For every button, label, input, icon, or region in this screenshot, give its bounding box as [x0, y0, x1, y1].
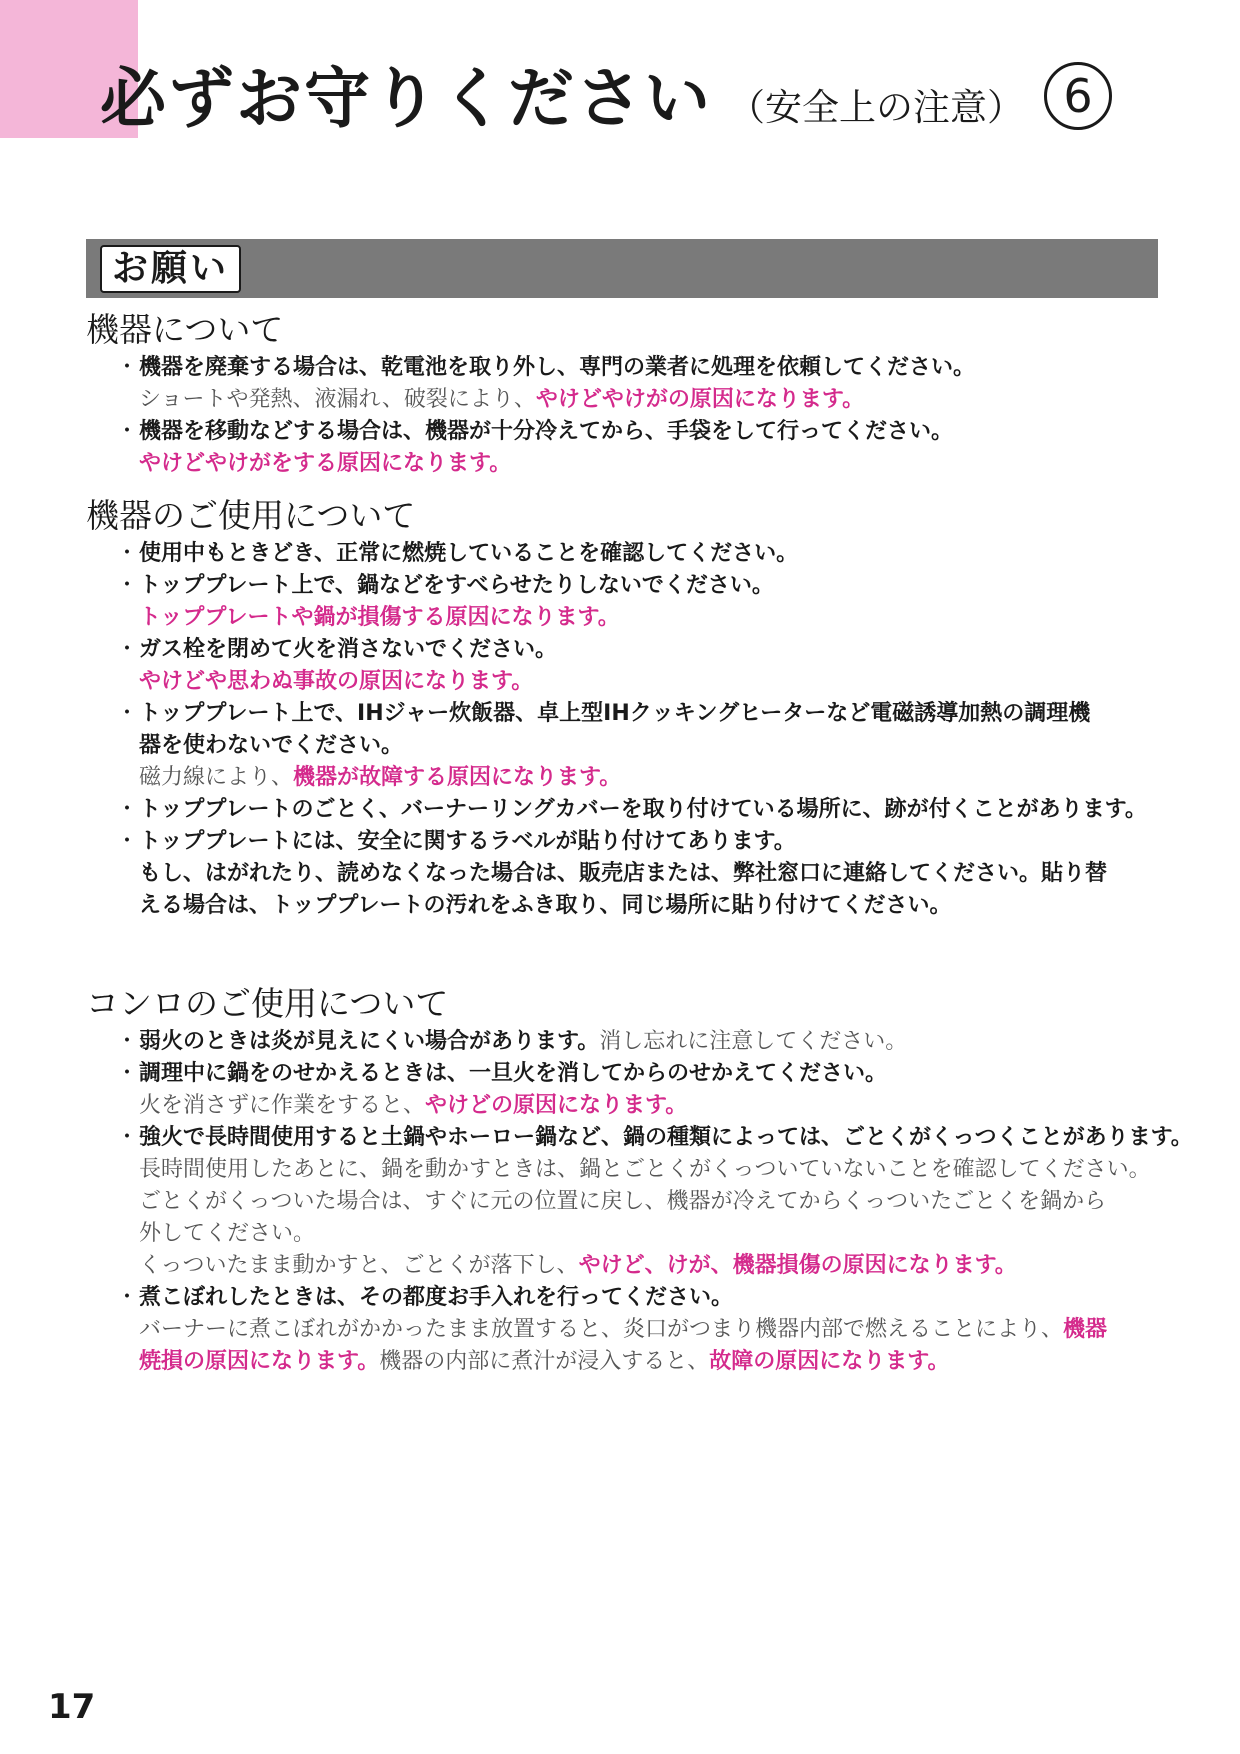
note-text: ごとくがくっついた場合は、すぐに元の位置に戻し、機器が冷えてからくっついたごとくを鍋から — [139, 1189, 1107, 1214]
content — [86, 310, 1193, 1378]
text-line — [139, 794, 1160, 826]
list-item — [86, 416, 1160, 480]
bullet-list — [86, 1026, 1193, 1378]
page-title-sub: （安全上の注意） — [728, 86, 1024, 129]
note-text: 磁力線により、 — [139, 765, 294, 790]
text-line — [139, 1186, 1160, 1218]
page-title — [100, 60, 1112, 137]
note-text: 長時間使用したあとに、鍋を動かすときは、鍋とごとくがくっついていないことを確認してください。 — [139, 1157, 1151, 1182]
text-line — [139, 384, 1160, 416]
text-line — [139, 1282, 1160, 1314]
list-item — [86, 794, 1160, 826]
bullet-list — [86, 538, 1160, 922]
note-text: ショートや発熱、液漏れ、破裂により、 — [139, 387, 536, 412]
note-text: 外してください。 — [139, 1221, 316, 1246]
instruction-text: 弱火のときは炎が見えにくい場合があります。 — [139, 1029, 600, 1054]
instruction-text: 使用中もときどき、正常に燃焼していることを確認してください。 — [139, 541, 799, 566]
instruction-text: 器を使わないでください。 — [139, 733, 404, 758]
warning-text: やけどの原因になります。 — [425, 1093, 688, 1118]
instruction-text: 調理中に鍋をのせかえるときは、一旦火を消してからのせかえてください。 — [139, 1061, 888, 1086]
text-line — [139, 1090, 1160, 1122]
warning-text: やけどやけがの原因になります。 — [535, 387, 865, 412]
text-line — [139, 1122, 1193, 1154]
text-line — [139, 1058, 1160, 1090]
instruction-text: える場合は、トッププレートの汚れをふき取り、同じ場所に貼り付けてください。 — [139, 893, 952, 918]
text-line — [139, 666, 1160, 698]
text-line — [139, 698, 1160, 730]
list-item — [86, 634, 1160, 698]
text-line — [139, 416, 1160, 448]
text-line — [139, 634, 1160, 666]
instruction-text: トッププレートには、安全に関するラベルが貼り付けてあります。 — [139, 829, 796, 854]
band-label: お願い — [100, 245, 241, 293]
warning-text: やけどや思わぬ事故の原因になります。 — [139, 669, 534, 694]
list-item — [86, 570, 1160, 634]
text-line — [139, 1026, 1160, 1058]
list-item — [86, 1058, 1160, 1122]
section — [86, 496, 1160, 922]
warning-text: 機器が故障する原因になります。 — [293, 765, 622, 790]
instruction-text: 機器を廃棄する場合は、乾電池を取り外し、専門の業者に処理を依頼してください。 — [139, 355, 976, 380]
section-band — [86, 239, 1158, 298]
text-line — [139, 1314, 1160, 1346]
text-line — [139, 762, 1160, 794]
instruction-text: ガス栓を閉めて火を消さないでください。 — [139, 637, 558, 662]
text-line — [139, 890, 1160, 922]
list-item — [86, 1026, 1160, 1058]
text-line — [139, 448, 1160, 480]
text-line — [139, 352, 1160, 384]
note-text: 火を消さずに作業をすると、 — [139, 1093, 426, 1118]
text-line — [139, 602, 1160, 634]
warning-text: 焼損の原因になります。 — [139, 1349, 380, 1374]
text-line — [139, 1154, 1160, 1186]
warning-text: 機器 — [1063, 1317, 1108, 1342]
text-line — [139, 538, 1160, 570]
section — [86, 310, 1160, 480]
warning-text: 故障の原因になります。 — [709, 1349, 950, 1374]
list-item — [86, 1122, 1193, 1282]
section — [86, 984, 1193, 1378]
text-line — [139, 1250, 1160, 1282]
note-text: バーナーに煮こぼれがかかったまま放置すると、炎口がつまり機器内部で燃えることにより、 — [139, 1317, 1064, 1342]
page-title-number: 6 — [1044, 62, 1112, 130]
list-item — [86, 698, 1160, 794]
list-item — [86, 352, 1160, 416]
instruction-text: 煮こぼれしたときは、その都度お手入れを行ってください。 — [139, 1285, 734, 1310]
list-item — [86, 826, 1160, 922]
note-text: くっついたまま動かすと、ごとくが落下し、 — [139, 1253, 579, 1278]
instruction-text: トッププレート上で、IHジャー炊飯器、卓上型IHクッキングヒーターなど電磁誘導加熱の調理機 — [139, 701, 1091, 726]
warning-text: やけどやけがをする原因になります。 — [139, 451, 512, 476]
instruction-text: トッププレート上で、鍋などをすべらせたりしないでください。 — [139, 573, 774, 598]
list-item — [86, 1282, 1160, 1378]
warning-text: トッププレートや鍋が損傷する原因になります。 — [139, 605, 620, 630]
instruction-text: トッププレートのごとく、バーナーリングカバーを取り付けている場所に、跡が付くことがあります。 — [139, 797, 1147, 822]
bullet-list — [86, 352, 1160, 480]
page-number: 17 — [48, 1687, 96, 1727]
list-item — [86, 538, 1160, 570]
note-text: 機器の内部に煮汁が浸入すると、 — [379, 1349, 710, 1374]
text-line — [139, 858, 1160, 890]
instruction-text: 機器を移動などする場合は、機器が十分冷えてから、手袋をして行ってください。 — [139, 419, 954, 444]
text-line — [139, 1218, 1160, 1250]
page-title-main: 必ずお守りください — [100, 60, 712, 137]
text-line — [139, 570, 1160, 602]
section-heading: コンロのご使用について — [86, 984, 449, 1023]
text-line — [139, 1346, 1160, 1378]
warning-text: やけど、けが、機器損傷の原因になります。 — [578, 1253, 1017, 1278]
section-heading: 機器について — [86, 310, 284, 349]
instruction-text: もし、はがれたり、読めなくなった場合は、販売店または、弊社窓口に連絡してください。貼り替 — [139, 861, 1108, 886]
section-heading: 機器のご使用について — [86, 496, 416, 535]
instruction-text: 強火で長時間使用すると土鍋やホーロー鍋など、鍋の種類によっては、ごとくがくっつくことがあります。 — [139, 1125, 1193, 1150]
note-text: 消し忘れに注意してください。 — [599, 1029, 908, 1054]
text-line — [139, 730, 1160, 762]
text-line — [139, 826, 1160, 858]
